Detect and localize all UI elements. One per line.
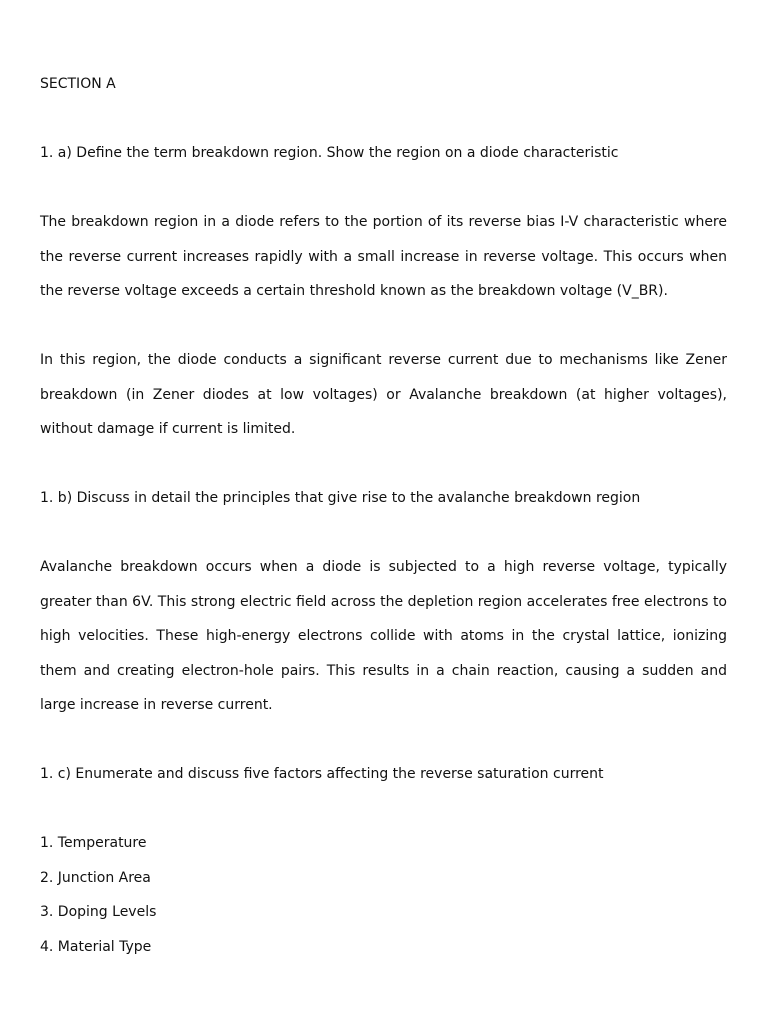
spacer — [40, 102, 727, 137]
document-page — [40, 67, 727, 964]
spacer — [40, 171, 727, 206]
answer-1a-paragraph-2: In this region, the diode conducts a significant reverse current due to mechanisms like Zener breakdown (in Zener diodes at low voltages) or Avalanche breakdown (at higher voltages), without damage if current is limited. — [40, 352, 727, 437]
spacer — [40, 516, 727, 551]
question-1c: 1. c) Enumerate and discuss five factors affecting the reverse saturation current — [40, 766, 604, 782]
spacer — [40, 723, 727, 758]
spacer — [40, 309, 727, 344]
list-item: 4. Material Type — [40, 938, 152, 955]
list-item: 3. Doping Levels — [40, 904, 157, 920]
factor-list — [40, 826, 727, 964]
spacer — [40, 447, 727, 482]
question-1b: 1. b) Discuss in detail the principles that give rise to the avalanche breakdown region — [40, 490, 641, 506]
list-item: 2. Junction Area — [40, 869, 151, 886]
question-1a: 1. a) Define the term breakdown region. Show the region on a diode characteristic — [40, 145, 619, 161]
list-item: 1. Temperature — [40, 835, 147, 851]
answer-1a-paragraph-1: The breakdown region in a diode refers to the portion of its reverse bias I-V characteristic where the reverse current increases rapidly with a small increase in reverse voltage. This occurs when the reverse voltage exceeds a certain threshold known as the breakdown voltage (V_BR). — [40, 214, 727, 299]
answer-1b-paragraph: Avalanche breakdown occurs when a diode is subjected to a high reverse voltage, typically greater than 6V. This strong electric field across the depletion region accelerates free electrons to high velocities. These high-energy electrons collide with atoms in the crystal lattice, ionizing them and creating electron-hole pairs. This results in a chain reaction, causing a sudden and large increase in reverse current. — [40, 559, 727, 713]
spacer — [40, 792, 727, 827]
section-title: SECTION A — [40, 76, 116, 92]
